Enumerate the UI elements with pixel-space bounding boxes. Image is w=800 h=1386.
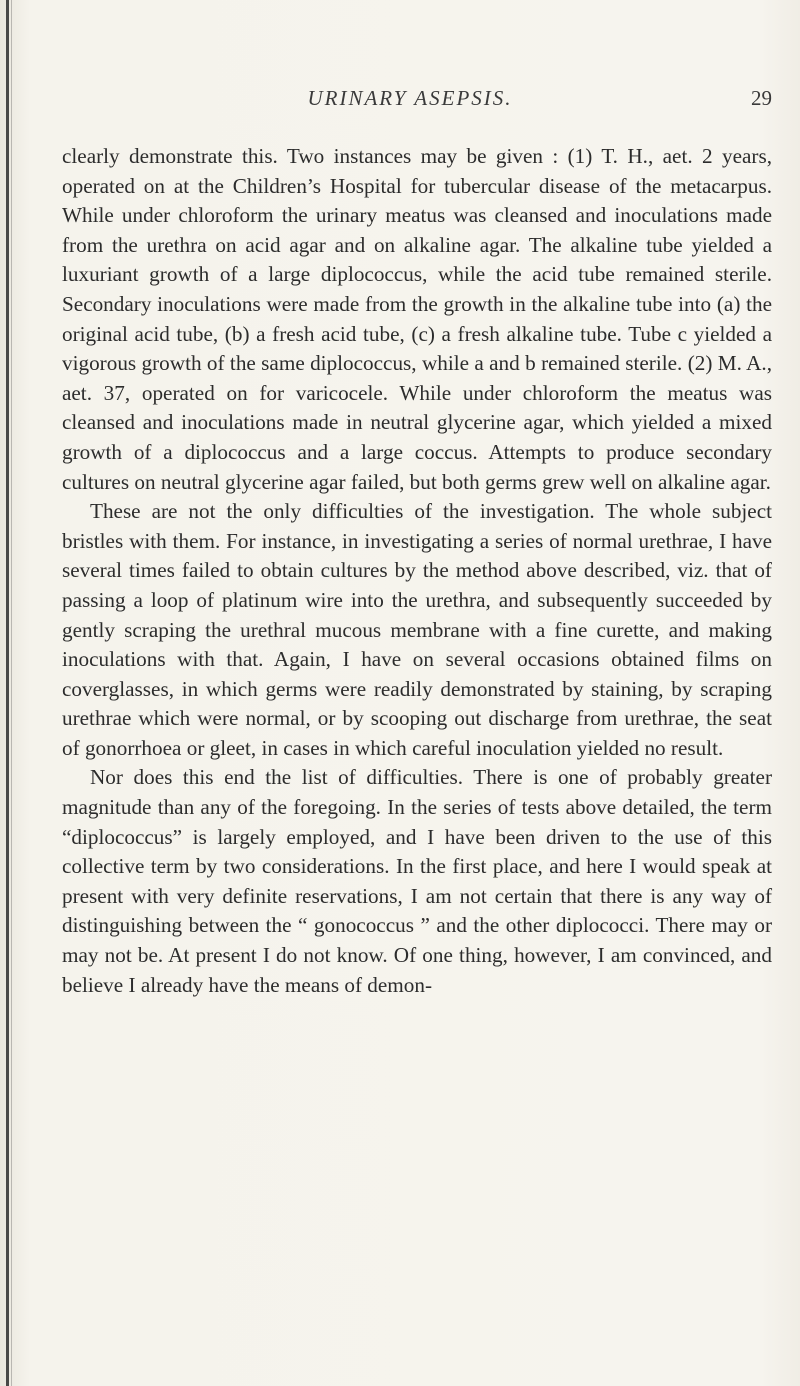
page-number: 29: [751, 86, 772, 110]
binding-shadow: [11, 0, 12, 1386]
paragraph-1: clearly demonstrate this. Two instances may be given : (1) T. H., aet. 2 years, operated on at the Children’s Hospital for tubercular disease of the metacarpus. While under chloroform the urinary meatus was cleansed and inoculations made from the urethra on acid agar and on alkaline agar. The alkaline tube yielded a luxuriant growth of a large diplococcus, while the acid tube remained sterile. Secondary inoculations were made from the growth in the alkaline tube into (a) the original acid tube, (b) a fresh acid tube, (c) a fresh alkaline tube. Tube c yielded a vigorous growth of the same diplococcus, while a and b remained sterile. (2) M. A., aet. 37, operated on for varicocele. While under chloroform the meatus was cleansed and inoculations made in neutral glycerine agar, which yielded a mixed growth of a diplococcus and a large coccus. Attempts to produce secondary cultures on neutral glycerine agar failed, but both germs grew well on alkaline agar.: [62, 144, 772, 494]
paragraph-2: These are not the only difficulties of the investigation. The whole subject bristles with them. For instance, in investigating a series of normal urethrae, I have several times failed to obtain cultures by the method above described, viz. that of passing a loop of platinum wire into the urethra, and subsequently succeeded by gently scraping the urethral mucous membrane with a fine curette, and making inoculations with that. Again, I have on several occasions obtained films on coverglasses, in which germs were readily demonstrated by staining, by scraping urethrae which were normal, or by scooping out discharge from urethrae, the seat of gonorrhoea or gleet, in cases in which careful inoculation yielded no result.: [62, 499, 772, 760]
binding-edge: [6, 0, 9, 1386]
body-text: [62, 142, 772, 1000]
page-header: [0, 86, 800, 122]
paragraph-3: Nor does this end the list of difficulties. There is one of probably greater magnitude than any of the foregoing. In the series of tests above detailed, the term “diplococcus” is largely employed, and I have been driven to the use of this collective term by two considerations. In the first place, and here I would speak at present with very definite reservations, I am not certain that there is any way of distinguishing between the “ gonococcus ” and the other diplococci. There may or may not be. At present I do not know. Of one thing, however, I am convinced, and believe I already have the means of demon-: [62, 765, 772, 997]
running-title: URINARY ASEPSIS.: [307, 86, 513, 110]
